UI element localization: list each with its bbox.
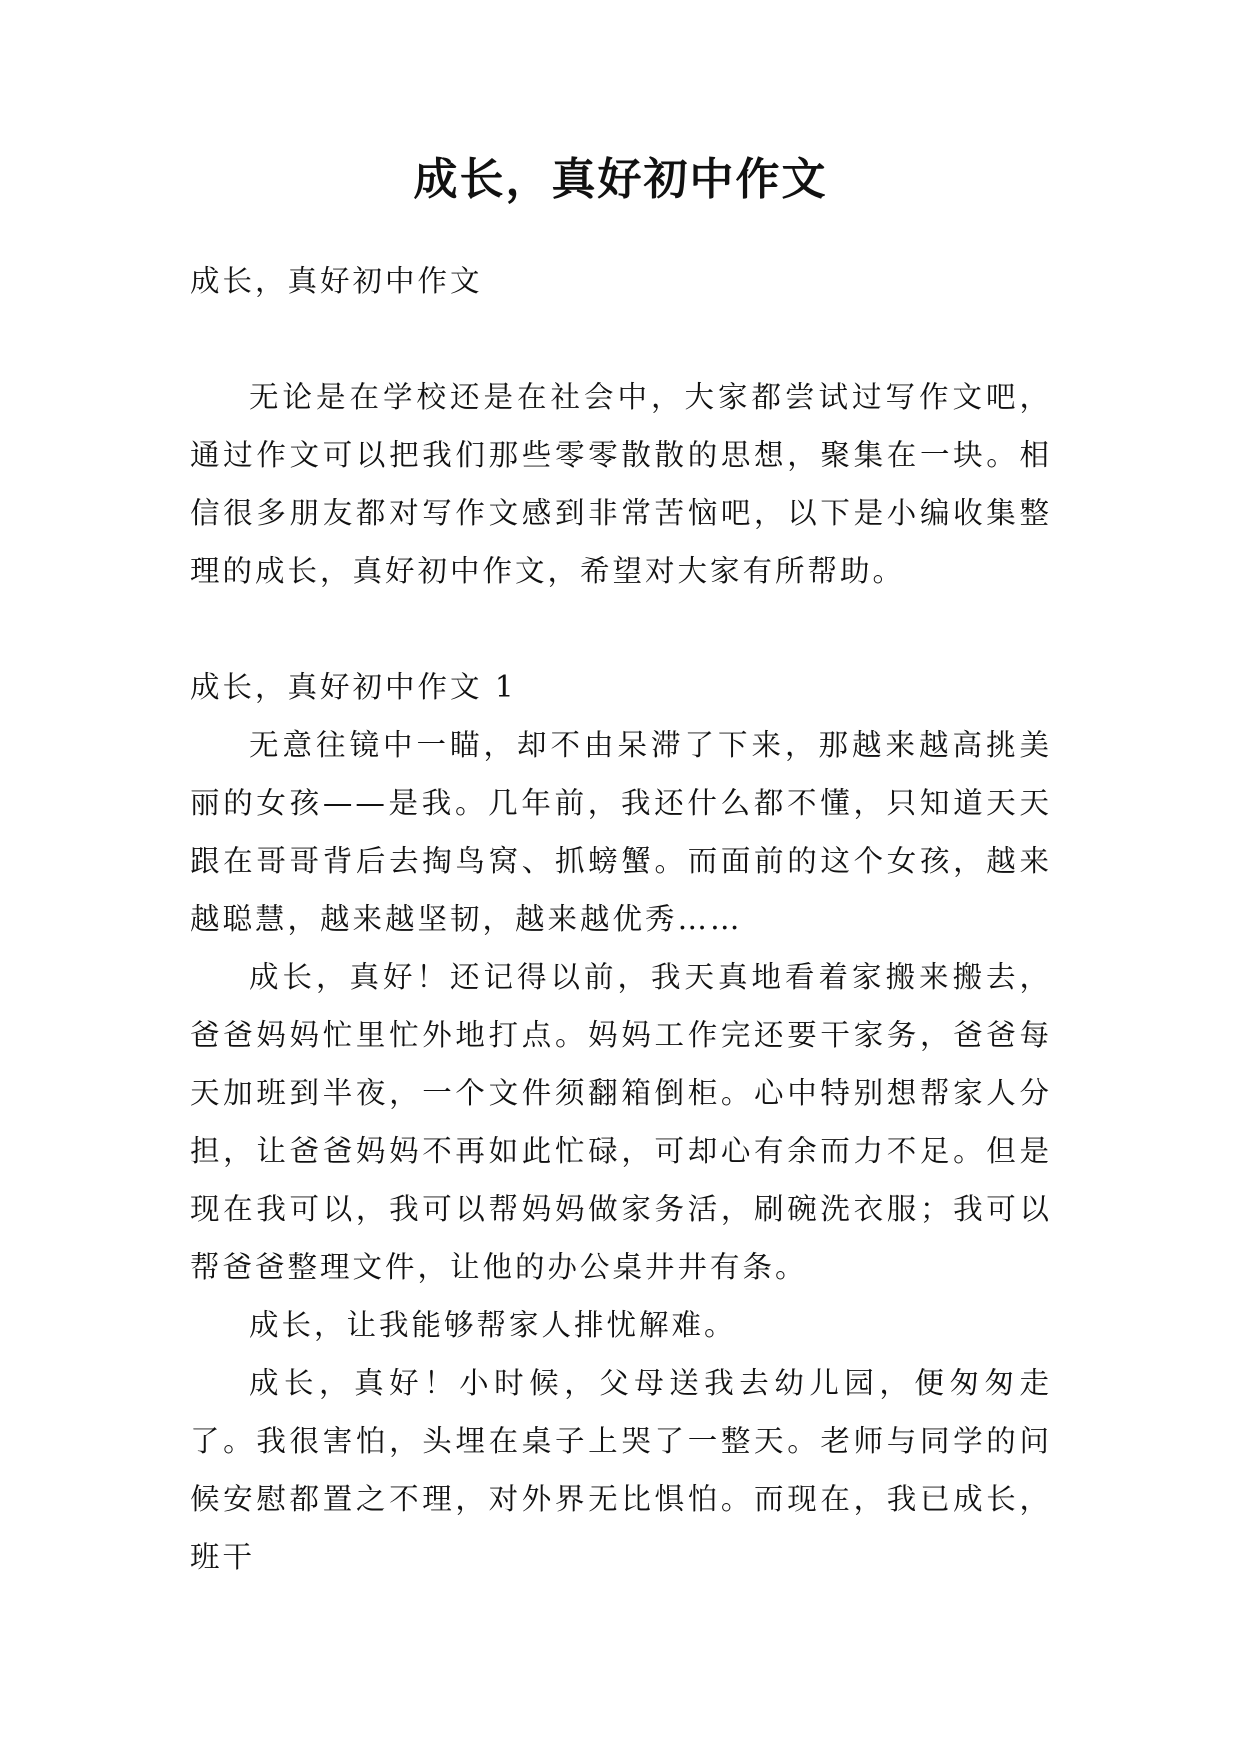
section-heading: 成长，真好初中作文 1 — [190, 670, 517, 704]
essay-paragraph: 成长，让我能够帮家人排忧解难。 — [249, 1308, 737, 1342]
essay-paragraph: 成长，真好！还记得以前，我天真地看着家搬来搬去，爸爸妈妈忙里忙外地打点。妈妈工作完还要干家务，爸爸每天加班到半夜，一个文件须翻箱倒柜。心中特别想帮家人分担，让爸爸妈妈不再如此忙碌，可却心有余而力不足。但是现在我可以，我可以帮妈妈做家务活，刷碗洗衣服；我可以帮爸爸整理文件，让他的办公桌井井有条。 — [190, 960, 1052, 1284]
document-body — [190, 252, 1052, 1586]
spacer — [190, 600, 1052, 658]
document-subtitle: 成长，真好初中作文 — [190, 264, 483, 298]
essay-paragraph: 无意往镜中一瞄，却不由呆滞了下来，那越来越高挑美丽的女孩——是我。几年前，我还什么都不懂，只知道天天跟在哥哥背后去掏鸟窝、抓螃蟹。而面前的这个女孩，越来越聪慧，越来越坚韧，越来越优秀…… — [190, 728, 1052, 936]
document-title: 成长，真好初中作文 — [413, 154, 828, 205]
essay-paragraph: 成长，真好！小时候，父母送我去幼儿园，便匆匆走了。我很害怕，头埋在桌子上哭了一整天。老师与同学的问候安慰都置之不理，对外界无比惧怕。而现在，我已成长，班干 — [190, 1366, 1052, 1574]
spacer — [190, 310, 1052, 368]
intro-paragraph: 无论是在学校还是在社会中，大家都尝试过写作文吧，通过作文可以把我们那些零零散散的思想，聚集在一块。相信很多朋友都对写作文感到非常苦恼吧，以下是小编收集整理的成长，真好初中作文，希望对大家有所帮助。 — [190, 380, 1052, 588]
